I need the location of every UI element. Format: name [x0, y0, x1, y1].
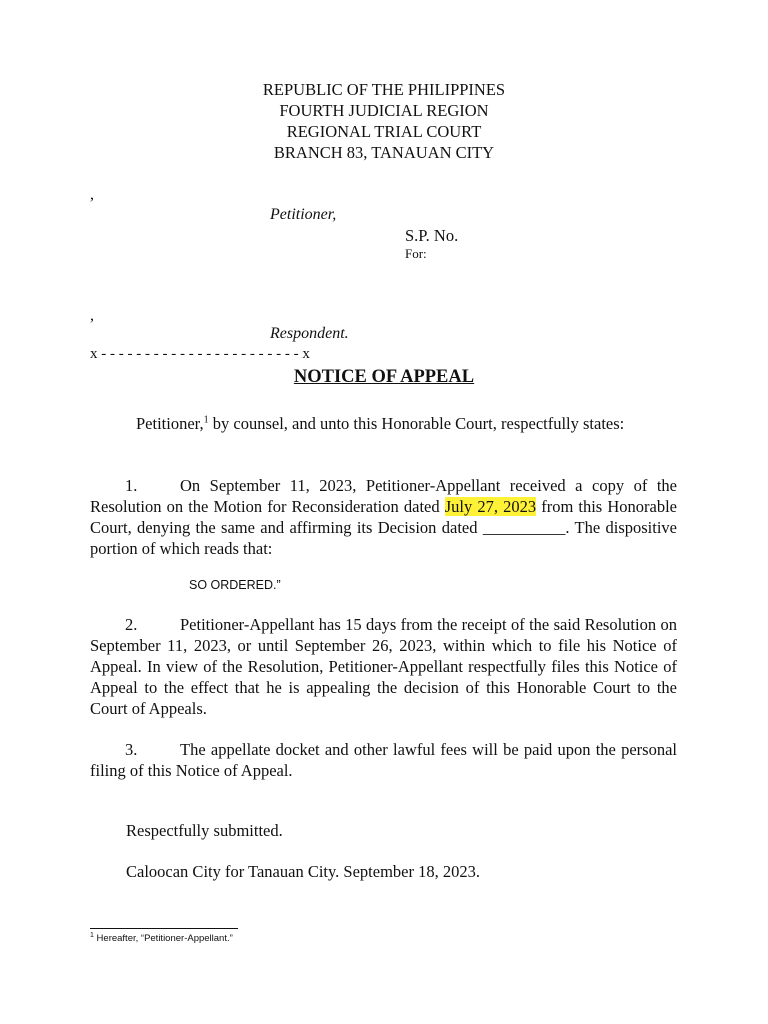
paragraph-3-number: 3.: [125, 740, 138, 759]
paragraph-2-text: Petitioner-Appellant has 15 days from the receipt of the said Resolution on September 11, 2023, or until September 26, 2023, within which to file his Notice of Appeal. In view of the Resolution, Petitioner-Appellant respectfully files this Notice of Appeal to the effect that he is appealing the decision of this Honorable Court to the Court of Appeals.: [90, 615, 677, 718]
footnote-text: Hereafter, “Petitioner-Appellant.”: [93, 933, 233, 944]
paragraph-3: [90, 739, 677, 781]
caption-divider: x - - - - - - - - - - - - - - - - - - - - - - - x: [90, 346, 310, 362]
paragraph-1-number: 1.: [125, 476, 138, 495]
for-label: For:: [405, 246, 427, 261]
paragraph-1: [90, 475, 677, 559]
respondent-label: Respondent.: [270, 325, 349, 342]
paragraph-3-text: The appellate docket and other lawful fees will be paid upon the personal filing of this Notice of Appeal.: [90, 740, 677, 780]
quoted-dispositive: SO ORDERED.”: [189, 578, 281, 592]
closing-line: Respectfully submitted.: [126, 821, 283, 840]
decision-date-blank: __________: [482, 518, 566, 537]
caption-line-court: REGIONAL TRIAL COURT: [286, 122, 482, 141]
sp-number-label: S.P. No.: [405, 226, 459, 245]
intro-text-a: Petitioner,: [136, 414, 204, 433]
petitioner-name-comma: ,: [90, 186, 94, 203]
paragraph-1-text-b: from this Honorable Court, denying the same and affirming its Decision dated: [90, 497, 677, 537]
paragraph-2: [90, 614, 677, 719]
paragraph-2-number: 2.: [125, 615, 138, 634]
footnote-separator: [90, 928, 238, 929]
intro-text-b: by counsel, and unto this Honorable Court, respectfully states:: [208, 414, 625, 433]
petitioner-label: Petitioner,: [270, 206, 337, 223]
place-and-date: Caloocan City for Tanauan City. September 18, 2023.: [126, 862, 480, 881]
footnote: [90, 933, 233, 944]
document-title: NOTICE OF APPEAL: [293, 367, 475, 387]
respondent-name-comma: ,: [90, 307, 94, 324]
caption-line-republic: REPUBLIC OF THE PHILIPPINES: [262, 80, 506, 99]
paragraph-1-text-a: On September 11, 2023, Petitioner-Appellant received a copy of the Resolution on the Motion for Reconsideration dated: [90, 476, 677, 516]
caption-line-branch: BRANCH 83, TANAUAN CITY: [273, 143, 495, 162]
intro-paragraph: [90, 413, 677, 434]
footnote-reference: 1: [203, 414, 209, 426]
highlighted-date: July 27, 2023: [444, 497, 537, 516]
paragraph-1-text-c: . The dispositive portion of which reads that:: [90, 518, 677, 558]
caption-line-region: FOURTH JUDICIAL REGION: [279, 101, 489, 120]
footnote-number: 1: [90, 931, 94, 939]
